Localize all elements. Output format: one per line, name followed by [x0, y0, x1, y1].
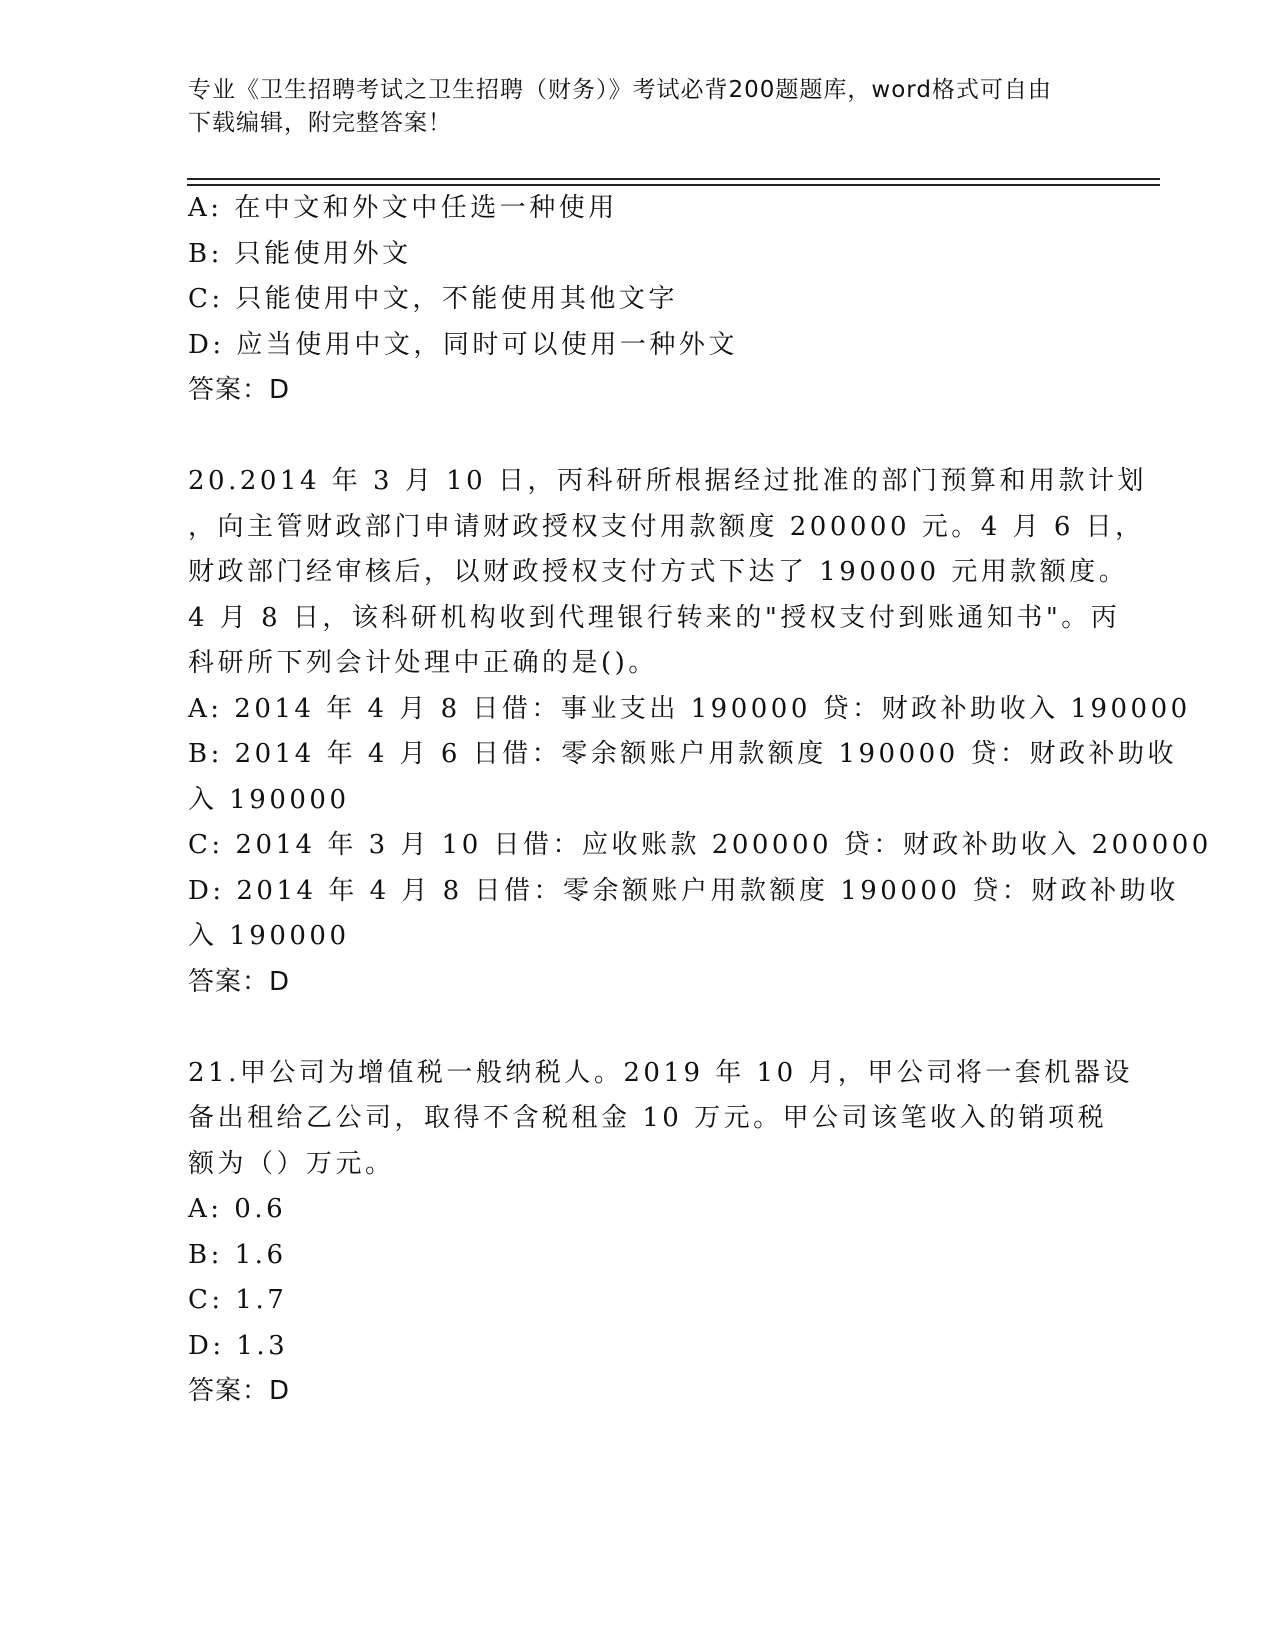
option-b-continued: 入 190000: [188, 784, 350, 815]
question-stem-line: ，向主管财政部门申请财政授权支付用款额度 200000 元。4 月 6 日，: [188, 511, 1145, 542]
option-d: D: 应当使用中文，同时可以使用一种外文: [188, 329, 738, 360]
option-b: B: 1.6: [188, 1239, 287, 1270]
answer: 答案：D: [188, 375, 291, 405]
document-body: [188, 186, 1212, 1415]
option-d: D: 1.3: [188, 1330, 289, 1361]
answer: 答案：D: [188, 966, 291, 997]
question-stem-line: 额为（）万元。: [188, 1148, 395, 1179]
question-21: [188, 1051, 1133, 1415]
option-d-continued: 入 190000: [188, 921, 350, 951]
document-header: [188, 74, 1068, 140]
header-title: 专业《卫生招聘考试之卫生招聘（财务）》考试必背200题题库，word格式可自由下载编辑，附完整答案！: [188, 77, 1052, 136]
question-stem-line: 4 月 8 日，该科研机构收到代理银行转来的"授权支付到账通知书"。丙: [188, 602, 1121, 633]
option-a: A: 在中文和外文中任选一种使用: [188, 193, 618, 223]
option-b: B: 只能使用外文: [188, 238, 412, 269]
question-stem-line: 财政部门经审核后，以财政授权支付方式下达了 190000 元用款额度。: [188, 557, 1129, 587]
header-divider-top: [187, 178, 1160, 180]
option-d: D: 2014 年 4 月 8 日借：零余额账户用款额度 190000 贷：财政补助收: [188, 875, 1179, 906]
question-stem-line: 21.甲公司为增值税一般纳税人。2019 年 10 月，甲公司将一套机器设: [188, 1057, 1133, 1088]
question-stem-line: 科研所下列会计处理中正确的是()。: [188, 648, 658, 678]
option-c: C: 2014 年 3 月 10 日借：应收账款 200000 贷：财政补助收入 200000: [188, 830, 1212, 860]
option-a: A: 0.6: [188, 1194, 287, 1224]
question-stem-line: 备出租给乙公司，取得不含税租金 10 万元。甲公司该笔收入的销项税: [188, 1103, 1108, 1133]
answer: 答案：D: [188, 1376, 291, 1406]
spacer: [188, 414, 1088, 460]
question-stem-line: 20.2014 年 3 月 10 日，丙科研所根据经过批准的部门预算和用款计划: [188, 466, 1147, 496]
option-c: C: 只能使用中文，不能使用其他文字: [188, 284, 678, 314]
option-a: A: 2014 年 4 月 8 日借：事业支出 190000 贷：财政补助收入 190000: [188, 693, 1191, 724]
question-20: [188, 459, 1212, 1005]
prev-question: [188, 186, 1088, 414]
option-c: C: 1.7: [188, 1285, 288, 1315]
spacer: [188, 1005, 1088, 1051]
option-b: B: 2014 年 4 月 6 日借：零余额账户用款额度 190000 贷：财政补助收: [188, 739, 1177, 769]
